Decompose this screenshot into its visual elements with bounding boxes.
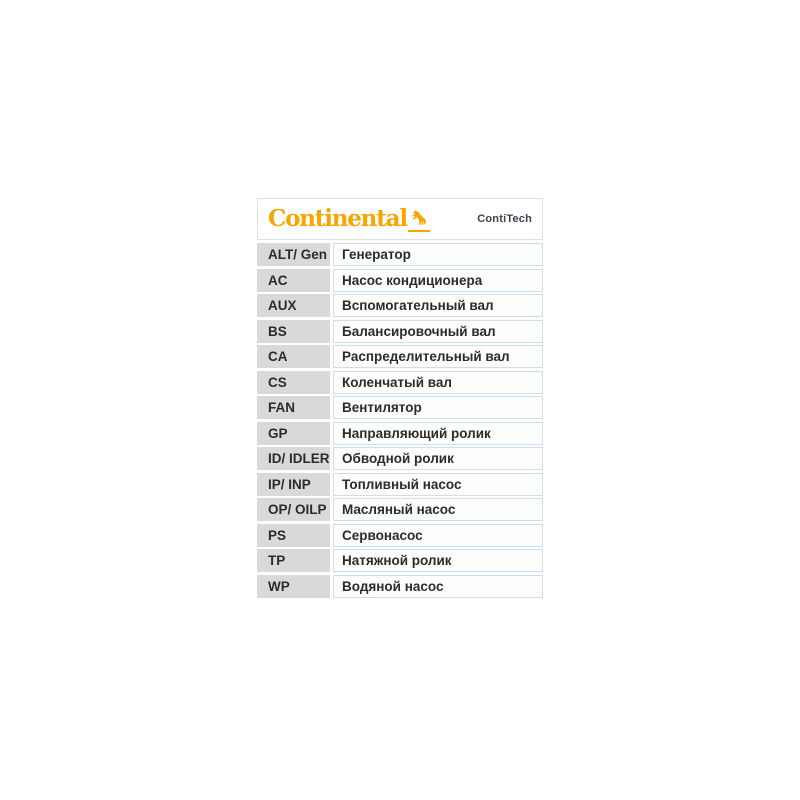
table-row <box>257 345 543 368</box>
abbreviation-cell: TP <box>257 549 330 572</box>
abbreviation-cell: ALT/ Gen <box>257 243 330 266</box>
description-cell: Балансировочный вал <box>333 320 543 343</box>
abbreviation-cell: WP <box>257 575 330 598</box>
description-cell: Сервонасос <box>333 524 543 547</box>
table-row <box>257 473 543 496</box>
description-cell: Направляющий ролик <box>333 422 543 445</box>
table-row <box>257 269 543 292</box>
abbreviation-cell: AUX <box>257 294 330 317</box>
contitech-label: ContiTech <box>477 213 532 225</box>
table-row <box>257 524 543 547</box>
table-row <box>257 549 543 572</box>
table-row <box>257 447 543 470</box>
horse-icon <box>408 206 430 232</box>
description-cell: Вспомогательный вал <box>333 294 543 317</box>
table-row <box>257 294 543 317</box>
description-cell: Водяной насос <box>333 575 543 598</box>
continental-logo <box>268 206 430 232</box>
continental-wordmark: Continental <box>268 205 407 232</box>
legend-table <box>257 243 543 598</box>
description-cell: Коленчатый вал <box>333 371 543 394</box>
abbreviation-cell: CA <box>257 345 330 368</box>
description-cell: Топливный насос <box>333 473 543 496</box>
abbreviation-cell: IP/ INP <box>257 473 330 496</box>
description-cell: Насос кондиционера <box>333 269 543 292</box>
table-row <box>257 575 543 598</box>
table-row <box>257 243 543 266</box>
table-row <box>257 371 543 394</box>
table-row <box>257 320 543 343</box>
abbreviation-cell: BS <box>257 320 330 343</box>
description-cell: Масляный насос <box>333 498 543 521</box>
description-cell: Распределительный вал <box>333 345 543 368</box>
abbreviation-cell: OP/ OILP <box>257 498 330 521</box>
table-row <box>257 498 543 521</box>
description-cell: Вентилятор <box>333 396 543 419</box>
abbreviation-cell: FAN <box>257 396 330 419</box>
abbreviation-cell: AC <box>257 269 330 292</box>
abbreviation-cell: ID/ IDLER <box>257 447 330 470</box>
table-row <box>257 396 543 419</box>
description-cell: Генератор <box>333 243 543 266</box>
legend-panel <box>257 198 543 600</box>
abbreviation-cell: CS <box>257 371 330 394</box>
description-cell: Обводной ролик <box>333 447 543 470</box>
description-cell: Натяжной ролик <box>333 549 543 572</box>
abbreviation-cell: GP <box>257 422 330 445</box>
abbreviation-cell: PS <box>257 524 330 547</box>
brand-header <box>257 198 543 240</box>
table-row <box>257 422 543 445</box>
